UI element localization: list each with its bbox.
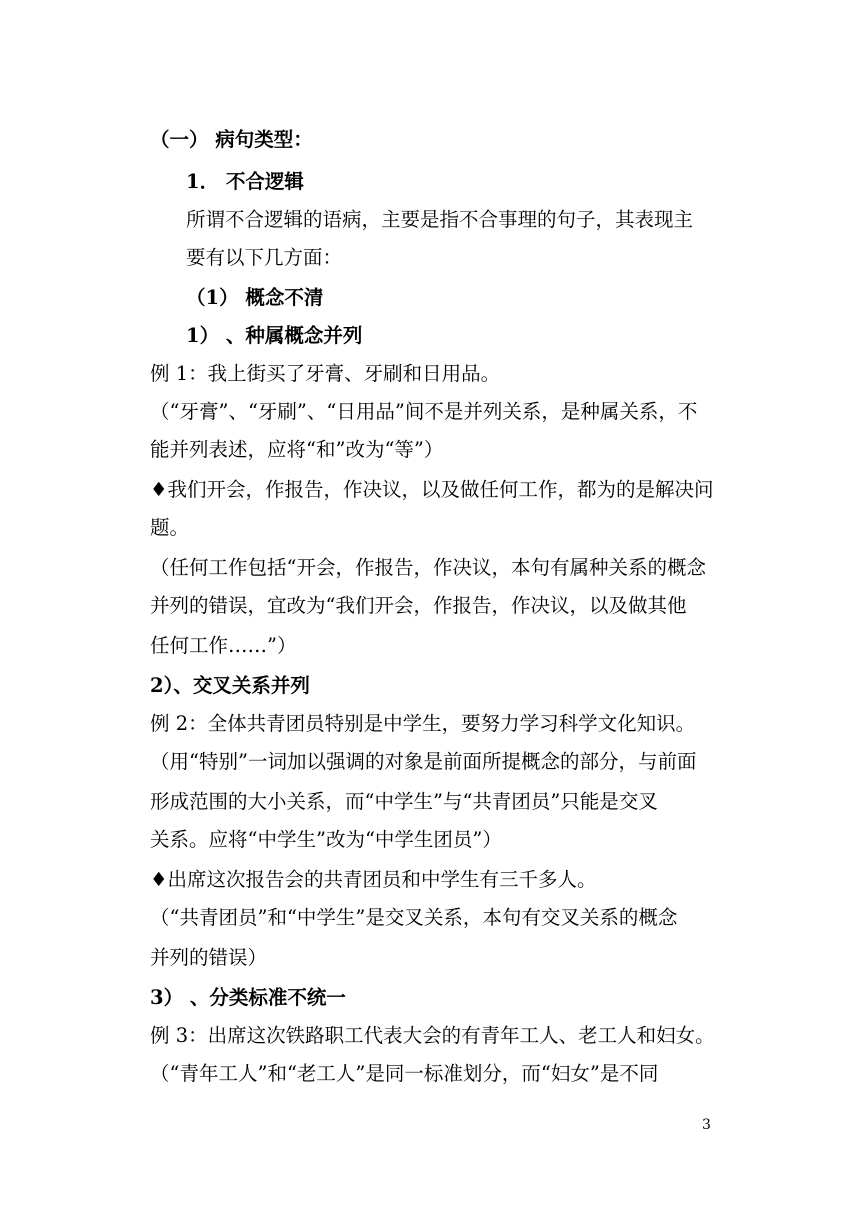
explanation-line: （任何工作包括“开会，作报告，作决议，本句有属种关系的概念 <box>150 556 706 579</box>
explanation-line: 并列的错误） <box>150 946 268 969</box>
bullet-example-line: ♦出席这次报告会的共青团员和中学生有三千多人。 <box>150 868 597 891</box>
explanation-line: 关系。应将“中学生”改为“中学生团员”） <box>150 828 502 851</box>
explanation-line: 能并列表述，应将“和”改为“等”） <box>150 438 444 461</box>
explanation-line: （“共青团员”和“中学生”是交叉关系，本句有交叉关系的概念 <box>150 906 678 929</box>
subheading-illogical: 1． 不合逻辑 <box>186 170 304 193</box>
paragraph-line: 要有以下几方面： <box>186 246 343 269</box>
page-number: 3 <box>702 1117 711 1133</box>
subheading-concept: （1） 概念不清 <box>186 286 324 309</box>
explanation-line: （“牙膏”、“牙刷”、“日用品”间不是并列关系，是种属关系，不 <box>150 400 698 423</box>
bullet-example-line: 题。 <box>150 516 190 539</box>
paragraph-line: 所谓不合逻辑的语病，主要是指不合事理的句子，其表现主 <box>186 208 694 231</box>
explanation-line: 任何工作……”） <box>150 634 297 657</box>
subheading-genus-species: 1） 、种属概念并列 <box>186 324 363 347</box>
explanation-line: （“青年工人”和“老工人”是同一标准划分，而“妇女”是不同 <box>150 1062 659 1085</box>
section-heading: （一） 病句类型： <box>150 128 313 151</box>
subheading-classification: 3） 、分类标准不统一 <box>150 986 346 1009</box>
bullet-example-line: ♦我们开会，作报告，作决议，以及做任何工作，都为的是解决问 <box>150 478 714 501</box>
example-line: 例 1：我上街买了牙膏、牙刷和日用品。 <box>150 362 501 385</box>
example-line: 例 3：出席这次铁路职工代表大会的有青年工人、老工人和妇女。 <box>150 1024 715 1047</box>
example-line: 例 2：全体共青团员特别是中学生，要努力学习科学文化知识。 <box>150 712 696 735</box>
explanation-line: （用“特别”一词加以强调的对象是前面所提概念的部分，与前面 <box>150 750 697 773</box>
explanation-line: 并列的错误，宜改为“我们开会，作报告，作决议，以及做其他 <box>150 594 687 617</box>
subheading-cross-relation: 2）、交叉关系并列 <box>150 674 310 697</box>
explanation-line: 形成范围的大小关系，而“中学生”与“共青团员”只能是交叉 <box>150 790 658 813</box>
